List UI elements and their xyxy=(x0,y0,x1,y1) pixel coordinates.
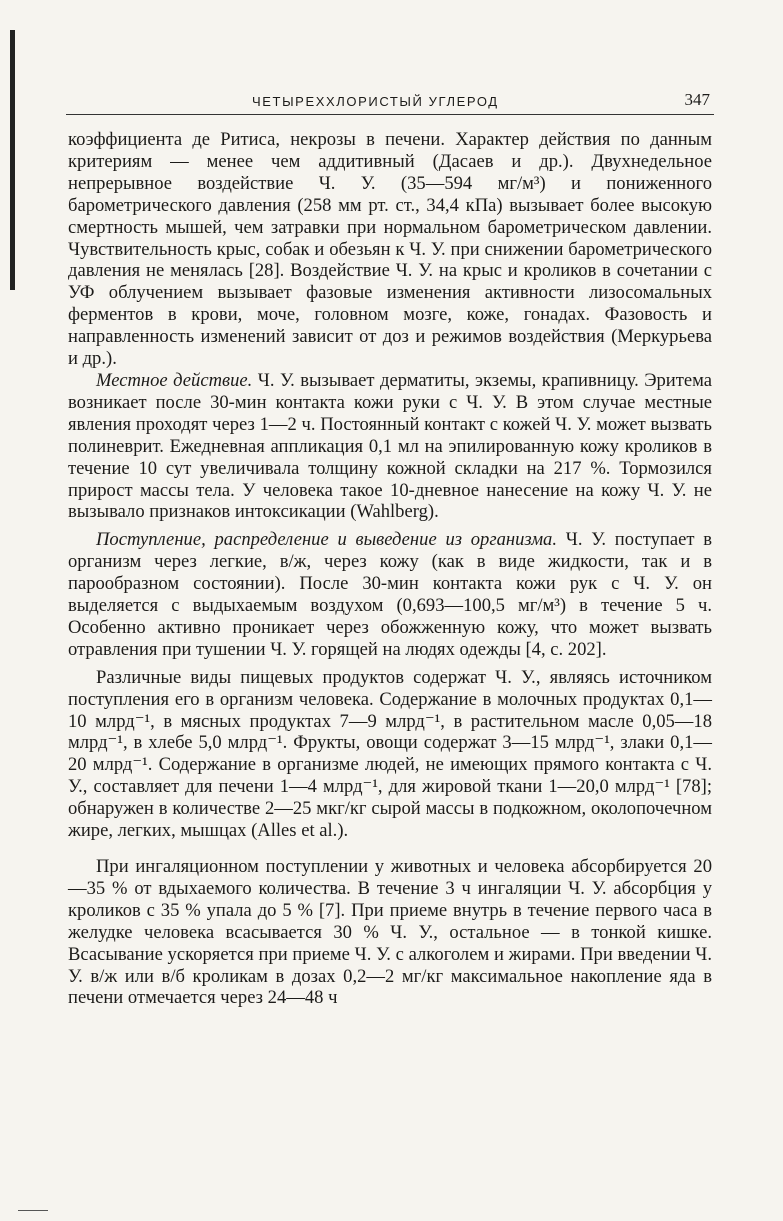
paragraph-absorption xyxy=(68,529,712,660)
running-title: ЧЕТЫРЕХХЛОРИСТЫЙ УГЛЕРОД xyxy=(252,94,499,109)
paragraph-local-action xyxy=(68,370,712,523)
paragraph-local-action-text: Ч. У. вызывает дерматиты, экземы, крапивницу. Эритема возникает после 30-мин контакта кожи руки с Ч. У. В этом случае местные явления проходят через 1—2 ч. Постоянный контакт с кожей Ч. У. может вызвать полиневрит. Ежедневная аппликация 0,1 мл на эпилированную кожу кроликов в течение 10 сут увеличивала толщину кожной складки на 217 %. Тормозился прирост массы тела. У человека такое 10-дневное нанесение на кожу Ч. У. не вызывало признаков интоксикации (Wahlberg). xyxy=(68,369,712,523)
body-text xyxy=(68,129,712,1009)
section-heading-local-action: Местное действие. xyxy=(96,369,253,391)
footer-rule xyxy=(18,1210,48,1211)
paragraph-inhalation: При ингаляционном поступлении у животных и человека абсорбируется 20—35 % от вдыхаемого количества. В течение 3 ч ингаляции Ч. У. абсорбция у кроликов с 35 % упала до 5 % [7]. При приеме внутрь в течение первого часа в желудке человека всасывается 30 % Ч. У., остальное — в тонкой кишке. Всасывание ускоряется при приеме Ч. У. с алкоголем и жирами. При введении Ч. У. в/ж или в/б кроликам в дозах 0,2—2 мг/кг максимальное накопление яда в печени отмечается через 24—48 ч xyxy=(68,856,712,1009)
page-edge-shadow xyxy=(10,30,15,290)
paragraph-food-sources: Различные виды пищевых продуктов содержат Ч. У., являясь источником поступления его в организм человека. Содержание в молочных продуктах 0,1—10 млрд⁻¹, в мясных продуктах 7—9 млрд⁻¹, в растительном масле 0,05—18 млрд⁻¹, в хлебе 5,0 млрд⁻¹. Фрукты, овощи содержат 3—15 млрд⁻¹, злаки 0,1—20 млрд⁻¹. Содержание в организме людей, не имеющих прямого контакта с Ч. У., составляет для печени 1—4 млрд⁻¹, для жировой ткани 1—20,0 млрд⁻¹ [78]; обнаружен в количестве 2—25 мкг/кг сырой массы в подкожном, околопочечном жире, легких, мышцах (Alles et al.). xyxy=(68,666,712,842)
page-number: 347 xyxy=(684,90,710,109)
paragraph-absorption-text: Ч. У. поступает в организм через легкие, в/ж, через кожу (как в виде жидкости, так и в парообразном состоянии). После 30-мин контакта кожи рук с Ч. У. он выделяется с выдыхаемым воздухом (0,693—100,5 мг/м³) в течение 5 ч. Особенно активно проникает через обожженную кожу, что может вызвать отравления при тушении Ч. У. горящей на людях одежды [4, с. 202]. xyxy=(68,529,713,660)
paragraph-continuation: коэффициента де Ритиса, некрозы в печени. Характер действия по данным критериям — менее чем аддитивный (Дасаев и др.). Двухнедельное непрерывное воздействие Ч. У. (35—594 мг/м³) и пониженного барометрического давления (258 мм рт. ст., 34,4 кПа) вызывает более высокую смертность мышей, чем затравки при нормальном барометрическом давлении. Чувствительность крыс, собак и обезьян к Ч. У. при снижении барометрического давления не менялась [28]. Воздействие Ч. У. на крыс и кроликов в сочетании с УФ облучением вызывает фазовые изменения активности лизосомальных ферментов в крови, моче, головном мозге, коже, гонадах. Фазовость и направленность изменений зависит от доз и режимов воздействия (Меркурьева и др.). xyxy=(68,129,712,370)
section-heading-absorption: Поступление, распределение и выведение из организма. xyxy=(96,529,558,551)
page-header xyxy=(66,88,714,115)
